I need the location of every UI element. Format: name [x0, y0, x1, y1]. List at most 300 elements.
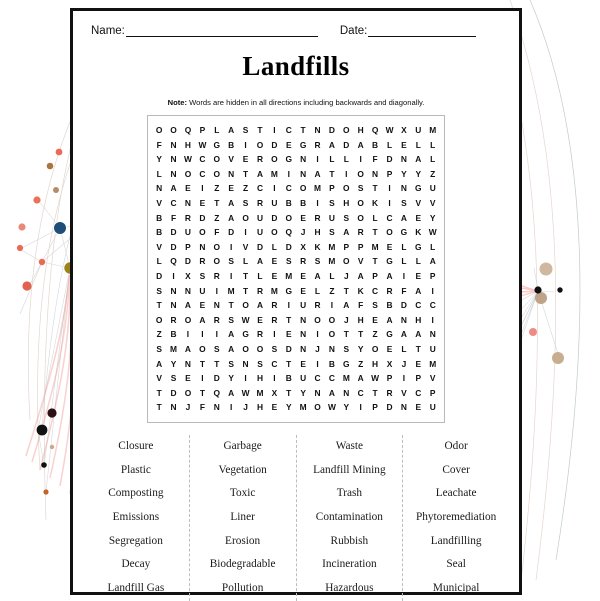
- grid-cell[interactable]: T: [199, 387, 205, 398]
- grid-cell[interactable]: R: [256, 154, 264, 165]
- grid-cell[interactable]: W: [385, 125, 394, 135]
- grid-cell[interactable]: C: [170, 197, 177, 208]
- grid-cell[interactable]: O: [256, 139, 264, 150]
- grid-cell[interactable]: I: [388, 197, 391, 208]
- grid-cell[interactable]: L: [372, 212, 378, 223]
- grid-cell[interactable]: S: [228, 256, 234, 267]
- grid-cell[interactable]: T: [358, 329, 364, 340]
- grid-cell[interactable]: J: [343, 314, 349, 325]
- grid-cell[interactable]: R: [314, 139, 321, 150]
- word-list-item[interactable]: Closure: [118, 439, 154, 452]
- grid-cell[interactable]: C: [429, 300, 436, 311]
- grid-cell[interactable]: E: [185, 373, 191, 384]
- grid-cell[interactable]: Z: [358, 358, 364, 369]
- grid-cell[interactable]: A: [256, 300, 264, 311]
- grid-cell[interactable]: I: [229, 241, 233, 252]
- grid-cell[interactable]: L: [343, 154, 349, 165]
- grid-cell[interactable]: S: [329, 227, 335, 238]
- grid-cell[interactable]: K: [415, 227, 422, 238]
- grid-cell[interactable]: S: [401, 197, 407, 208]
- grid-cell[interactable]: O: [199, 227, 206, 238]
- grid-cell[interactable]: I: [359, 154, 362, 165]
- grid-cell[interactable]: J: [243, 402, 248, 413]
- grid-cell[interactable]: Y: [343, 402, 350, 413]
- grid-cell[interactable]: Y: [228, 373, 234, 384]
- grid-cell[interactable]: S: [271, 343, 278, 354]
- grid-cell[interactable]: I: [273, 329, 276, 340]
- grid-cell[interactable]: Y: [285, 402, 292, 413]
- grid-cell[interactable]: F: [156, 139, 162, 150]
- grid-cell[interactable]: V: [156, 373, 162, 384]
- grid-cell[interactable]: I: [316, 329, 319, 340]
- grid-cell[interactable]: D: [213, 373, 220, 384]
- grid-cell[interactable]: C: [199, 154, 206, 165]
- grid-cell[interactable]: U: [199, 285, 206, 296]
- grid-cell[interactable]: T: [156, 402, 162, 413]
- grid-cell[interactable]: H: [184, 139, 191, 150]
- grid-cell[interactable]: L: [430, 154, 436, 165]
- grid-cell[interactable]: C: [372, 285, 379, 296]
- grid-cell[interactable]: E: [271, 402, 278, 413]
- grid-cell[interactable]: I: [287, 168, 290, 179]
- grid-cell[interactable]: Z: [156, 329, 162, 340]
- grid-cell[interactable]: P: [415, 373, 422, 384]
- grid-cell[interactable]: S: [314, 256, 321, 267]
- grid-cell[interactable]: T: [372, 227, 378, 238]
- grid-cell[interactable]: Z: [430, 168, 436, 179]
- grid-cell[interactable]: L: [257, 270, 263, 281]
- grid-cell[interactable]: T: [243, 270, 249, 281]
- grid-cell[interactable]: A: [256, 256, 264, 267]
- grid-cell[interactable]: G: [299, 139, 307, 150]
- grid-cell[interactable]: N: [400, 154, 407, 165]
- grid-cell[interactable]: C: [415, 300, 422, 311]
- grid-cell[interactable]: T: [214, 197, 220, 208]
- grid-cell[interactable]: E: [300, 285, 306, 296]
- grid-cell[interactable]: A: [184, 343, 191, 354]
- grid-cell[interactable]: X: [300, 241, 306, 252]
- grid-cell[interactable]: S: [214, 343, 220, 354]
- grid-cell[interactable]: Q: [170, 256, 177, 267]
- grid-cell[interactable]: N: [429, 329, 436, 340]
- word-list-item[interactable]: Composting: [108, 487, 164, 500]
- grid-cell[interactable]: D: [170, 227, 177, 238]
- grid-cell[interactable]: H: [256, 373, 264, 384]
- grid-cell[interactable]: M: [429, 125, 437, 135]
- grid-cell[interactable]: I: [316, 197, 319, 208]
- date-input-line[interactable]: [368, 26, 476, 37]
- grid-cell[interactable]: P: [357, 241, 364, 252]
- grid-cell[interactable]: O: [386, 227, 393, 238]
- grid-cell[interactable]: O: [155, 314, 163, 325]
- grid-cell[interactable]: B: [156, 227, 163, 238]
- grid-cell[interactable]: B: [386, 300, 393, 311]
- grid-cell[interactable]: E: [242, 154, 249, 165]
- grid-cell[interactable]: F: [214, 227, 220, 238]
- grid-cell[interactable]: E: [185, 183, 191, 194]
- grid-cell[interactable]: R: [314, 300, 321, 311]
- grid-cell[interactable]: V: [156, 241, 162, 252]
- grid-cell[interactable]: M: [313, 183, 321, 194]
- grid-cell[interactable]: T: [329, 168, 335, 179]
- grid-cell[interactable]: I: [172, 270, 175, 281]
- grid-cell[interactable]: D: [271, 139, 278, 150]
- grid-cell[interactable]: S: [343, 212, 350, 223]
- grid-cell[interactable]: N: [300, 314, 307, 325]
- grid-cell[interactable]: P: [343, 241, 350, 252]
- grid-cell[interactable]: N: [228, 168, 235, 179]
- grid-cell[interactable]: Q: [213, 387, 221, 398]
- grid-cell[interactable]: F: [401, 285, 407, 296]
- grid-cell[interactable]: O: [184, 168, 192, 179]
- grid-cell[interactable]: D: [386, 402, 393, 413]
- grid-cell[interactable]: A: [429, 256, 436, 267]
- grid-cell[interactable]: O: [343, 183, 350, 194]
- grid-cell[interactable]: L: [329, 154, 335, 165]
- grid-cell[interactable]: O: [170, 125, 177, 135]
- grid-cell[interactable]: D: [170, 387, 177, 398]
- grid-cell[interactable]: F: [199, 402, 205, 413]
- grid-cell[interactable]: N: [184, 285, 191, 296]
- grid-cell[interactable]: W: [183, 154, 192, 165]
- grid-cell[interactable]: A: [228, 387, 235, 398]
- grid-cell[interactable]: O: [184, 314, 192, 325]
- grid-cell[interactable]: C: [314, 373, 321, 384]
- grid-cell[interactable]: A: [170, 183, 177, 194]
- grid-cell[interactable]: S: [329, 197, 335, 208]
- grid-cell[interactable]: A: [228, 329, 235, 340]
- word-list-item[interactable]: Pollution: [221, 582, 264, 595]
- grid-cell[interactable]: H: [256, 402, 264, 413]
- grid-cell[interactable]: W: [241, 314, 250, 325]
- grid-cell[interactable]: L: [314, 285, 321, 296]
- grid-cell[interactable]: A: [314, 168, 321, 179]
- grid-cell[interactable]: P: [429, 387, 436, 398]
- grid-cell[interactable]: T: [243, 285, 249, 296]
- grid-cell[interactable]: I: [316, 154, 319, 165]
- grid-cell[interactable]: I: [229, 402, 233, 413]
- grid-cell[interactable]: E: [300, 212, 306, 223]
- grid-cell[interactable]: N: [400, 183, 407, 194]
- grid-cell[interactable]: A: [156, 358, 163, 369]
- grid-cell[interactable]: L: [271, 241, 277, 252]
- grid-cell[interactable]: A: [415, 154, 422, 165]
- grid-cell[interactable]: P: [185, 241, 191, 252]
- grid-cell[interactable]: O: [357, 168, 364, 179]
- grid-cell[interactable]: B: [328, 358, 335, 369]
- grid-cell[interactable]: G: [285, 154, 292, 165]
- word-list-item[interactable]: Landfill Gas: [107, 582, 165, 595]
- grid-cell[interactable]: A: [228, 125, 235, 135]
- grid-cell[interactable]: G: [213, 139, 221, 150]
- grid-cell[interactable]: M: [227, 285, 235, 296]
- grid-cell[interactable]: M: [342, 373, 350, 384]
- grid-cell[interactable]: R: [213, 270, 220, 281]
- grid-cell[interactable]: P: [429, 270, 436, 281]
- grid-cell[interactable]: T: [415, 343, 421, 354]
- grid-cell[interactable]: C: [271, 358, 278, 369]
- grid-cell[interactable]: V: [228, 154, 234, 165]
- grid-cell[interactable]: O: [271, 227, 278, 238]
- grid-cell[interactable]: C: [285, 125, 292, 135]
- grid-cell[interactable]: O: [242, 343, 249, 354]
- grid-cell[interactable]: L: [415, 256, 421, 267]
- grid-cell[interactable]: S: [285, 256, 292, 267]
- grid-cell[interactable]: S: [372, 300, 378, 311]
- grid-cell[interactable]: R: [300, 256, 307, 267]
- grid-cell[interactable]: S: [156, 285, 162, 296]
- grid-cell[interactable]: I: [388, 183, 391, 194]
- grid-cell[interactable]: B: [170, 329, 177, 340]
- grid-cell[interactable]: R: [271, 300, 278, 311]
- grid-cell[interactable]: I: [201, 183, 204, 194]
- grid-cell[interactable]: O: [371, 343, 379, 354]
- grid-cell[interactable]: Q: [285, 227, 292, 238]
- grid-cell[interactable]: K: [314, 241, 321, 252]
- grid-cell[interactable]: I: [273, 373, 276, 384]
- grid-cell[interactable]: I: [244, 227, 247, 238]
- grid-cell[interactable]: L: [386, 139, 393, 150]
- grid-cell[interactable]: A: [400, 212, 407, 223]
- grid-cell[interactable]: A: [228, 212, 235, 223]
- grid-cell[interactable]: N: [242, 358, 249, 369]
- grid-cell[interactable]: U: [429, 402, 436, 413]
- grid-cell[interactable]: D: [343, 139, 350, 150]
- grid-cell[interactable]: O: [299, 183, 307, 194]
- grid-cell[interactable]: Y: [156, 154, 162, 165]
- grid-cell[interactable]: O: [328, 329, 336, 340]
- grid-cell[interactable]: I: [229, 270, 233, 281]
- grid-cell[interactable]: G: [242, 329, 249, 340]
- grid-cell[interactable]: V: [242, 241, 249, 252]
- grid-cell[interactable]: W: [371, 373, 380, 384]
- grid-cell[interactable]: U: [300, 300, 307, 311]
- grid-cell[interactable]: G: [400, 227, 408, 238]
- grid-cell[interactable]: O: [343, 256, 350, 267]
- grid-cell[interactable]: I: [273, 125, 276, 135]
- grid-cell[interactable]: V: [156, 197, 162, 208]
- grid-cell[interactable]: G: [386, 256, 393, 267]
- word-search-grid[interactable]: [152, 123, 440, 415]
- grid-cell[interactable]: M: [371, 241, 379, 252]
- grid-cell[interactable]: D: [228, 227, 235, 238]
- grid-cell[interactable]: N: [170, 154, 177, 165]
- grid-cell[interactable]: V: [429, 197, 436, 208]
- grid-cell[interactable]: O: [199, 343, 206, 354]
- grid-cell[interactable]: A: [328, 139, 335, 150]
- grid-cell[interactable]: B: [285, 373, 292, 384]
- grid-cell[interactable]: O: [213, 154, 221, 165]
- grid-cell[interactable]: E: [228, 183, 234, 194]
- grid-cell[interactable]: O: [357, 212, 364, 223]
- grid-cell[interactable]: A: [357, 270, 364, 281]
- grid-cell[interactable]: L: [430, 241, 436, 252]
- grid-cell[interactable]: H: [415, 314, 422, 325]
- word-list-item[interactable]: Landfilling: [430, 534, 482, 547]
- grid-cell[interactable]: X: [185, 270, 191, 281]
- grid-cell[interactable]: I: [359, 402, 362, 413]
- grid-cell[interactable]: U: [256, 212, 264, 223]
- grid-cell[interactable]: C: [415, 387, 422, 398]
- grid-cell[interactable]: T: [214, 358, 220, 369]
- grid-cell[interactable]: H: [343, 197, 350, 208]
- grid-cell[interactable]: F: [372, 154, 378, 165]
- grid-cell[interactable]: N: [170, 168, 177, 179]
- grid-cell[interactable]: S: [242, 125, 249, 135]
- word-list-item[interactable]: Emissions: [112, 510, 160, 523]
- grid-cell[interactable]: M: [429, 358, 437, 369]
- grid-cell[interactable]: C: [357, 387, 364, 398]
- word-list-item[interactable]: Segregation: [108, 534, 163, 547]
- word-list-item[interactable]: Toxic: [229, 487, 256, 500]
- grid-cell[interactable]: Q: [184, 125, 192, 135]
- word-list-item[interactable]: Rubbish: [330, 534, 369, 547]
- grid-cell[interactable]: E: [415, 270, 422, 281]
- grid-cell[interactable]: D: [328, 125, 335, 135]
- grid-cell[interactable]: U: [256, 227, 264, 238]
- grid-cell[interactable]: E: [285, 139, 292, 150]
- grid-cell[interactable]: H: [314, 227, 321, 238]
- grid-cell[interactable]: D: [170, 241, 177, 252]
- grid-cell[interactable]: J: [185, 402, 191, 413]
- grid-cell[interactable]: O: [343, 125, 350, 135]
- grid-cell[interactable]: R: [386, 387, 393, 398]
- grid-cell[interactable]: N: [300, 154, 307, 165]
- grid-cell[interactable]: E: [372, 314, 378, 325]
- grid-cell[interactable]: I: [345, 168, 348, 179]
- grid-cell[interactable]: I: [402, 270, 406, 281]
- grid-cell[interactable]: N: [400, 314, 407, 325]
- word-list-item[interactable]: Contamination: [315, 510, 383, 523]
- grid-cell[interactable]: I: [215, 329, 218, 340]
- grid-cell[interactable]: E: [415, 212, 422, 223]
- grid-cell[interactable]: G: [285, 285, 292, 296]
- grid-cell[interactable]: I: [402, 373, 406, 384]
- word-list-item[interactable]: Hazardous: [325, 582, 374, 595]
- grid-cell[interactable]: A: [343, 227, 350, 238]
- grid-cell[interactable]: A: [415, 329, 422, 340]
- grid-cell[interactable]: T: [372, 387, 378, 398]
- grid-cell[interactable]: N: [170, 402, 177, 413]
- grid-cell[interactable]: N: [156, 183, 163, 194]
- grid-cell[interactable]: B: [228, 139, 235, 150]
- grid-cell[interactable]: E: [386, 241, 393, 252]
- grid-cell[interactable]: A: [199, 314, 206, 325]
- grid-cell[interactable]: D: [256, 241, 264, 252]
- grid-cell[interactable]: W: [241, 387, 250, 398]
- grid-cell[interactable]: O: [314, 402, 321, 413]
- grid-cell[interactable]: H: [357, 314, 364, 325]
- grid-cell[interactable]: D: [285, 343, 292, 354]
- grid-cell[interactable]: I: [244, 373, 247, 384]
- grid-cell[interactable]: Y: [401, 168, 407, 179]
- grid-cell[interactable]: T: [372, 256, 378, 267]
- grid-cell[interactable]: N: [184, 358, 191, 369]
- grid-cell[interactable]: T: [286, 358, 292, 369]
- grid-cell[interactable]: A: [328, 387, 335, 398]
- word-list-item[interactable]: Garbage: [223, 439, 262, 452]
- grid-cell[interactable]: F: [170, 212, 177, 223]
- grid-cell[interactable]: I: [431, 314, 434, 325]
- grid-cell[interactable]: L: [430, 139, 436, 150]
- grid-cell[interactable]: P: [386, 373, 393, 384]
- grid-cell[interactable]: K: [372, 197, 379, 208]
- grid-cell[interactable]: A: [400, 329, 407, 340]
- grid-cell[interactable]: J: [315, 343, 320, 354]
- grid-cell[interactable]: R: [213, 314, 220, 325]
- grid-cell[interactable]: V: [429, 373, 436, 384]
- grid-cell[interactable]: N: [328, 343, 335, 354]
- grid-cell[interactable]: V: [401, 387, 407, 398]
- grid-cell[interactable]: O: [213, 241, 221, 252]
- grid-cell[interactable]: C: [256, 183, 264, 194]
- grid-cell[interactable]: L: [415, 139, 421, 150]
- grid-cell[interactable]: S: [242, 197, 249, 208]
- grid-cell[interactable]: N: [170, 139, 177, 150]
- grid-cell[interactable]: K: [357, 285, 364, 296]
- grid-cell[interactable]: M: [170, 343, 178, 354]
- grid-cell[interactable]: N: [314, 387, 321, 398]
- grid-cell[interactable]: X: [386, 358, 393, 369]
- grid-cell[interactable]: U: [300, 373, 307, 384]
- word-list-item[interactable]: Plastic: [120, 463, 151, 476]
- grid-cell[interactable]: Y: [357, 343, 364, 354]
- grid-cell[interactable]: T: [228, 300, 234, 311]
- grid-cell[interactable]: L: [329, 270, 335, 281]
- grid-cell[interactable]: E: [257, 314, 263, 325]
- grid-cell[interactable]: R: [184, 212, 191, 223]
- grid-cell[interactable]: E: [271, 256, 278, 267]
- name-input-line[interactable]: [126, 26, 318, 37]
- grid-cell[interactable]: S: [343, 343, 350, 354]
- word-list-item[interactable]: Incineration: [322, 558, 377, 571]
- grid-cell[interactable]: E: [199, 197, 206, 208]
- grid-cell[interactable]: Y: [300, 387, 306, 398]
- grid-cell[interactable]: T: [286, 314, 292, 325]
- grid-cell[interactable]: O: [271, 154, 278, 165]
- grid-cell[interactable]: T: [286, 387, 292, 398]
- grid-cell[interactable]: B: [285, 197, 292, 208]
- grid-cell[interactable]: J: [343, 270, 349, 281]
- grid-cell[interactable]: T: [243, 168, 249, 179]
- grid-cell[interactable]: A: [314, 270, 321, 281]
- grid-cell[interactable]: W: [327, 402, 336, 413]
- grid-cell[interactable]: J: [401, 358, 407, 369]
- grid-cell[interactable]: N: [199, 241, 206, 252]
- grid-cell[interactable]: N: [300, 329, 307, 340]
- grid-cell[interactable]: Z: [214, 183, 220, 194]
- grid-cell[interactable]: X: [271, 387, 278, 398]
- grid-cell[interactable]: I: [330, 300, 334, 311]
- grid-cell[interactable]: Z: [329, 285, 335, 296]
- word-list-item[interactable]: Phytoremediation: [415, 510, 497, 523]
- grid-cell[interactable]: Y: [429, 212, 436, 223]
- word-list-item[interactable]: Trash: [336, 487, 363, 500]
- grid-cell[interactable]: E: [285, 329, 292, 340]
- grid-cell[interactable]: X: [401, 125, 407, 135]
- grid-cell[interactable]: T: [372, 183, 378, 194]
- grid-cell[interactable]: M: [328, 256, 336, 267]
- grid-cell[interactable]: S: [170, 373, 177, 384]
- grid-cell[interactable]: J: [300, 227, 306, 238]
- grid-cell[interactable]: E: [415, 358, 422, 369]
- grid-cell[interactable]: C: [199, 168, 206, 179]
- grid-cell[interactable]: D: [400, 300, 407, 311]
- grid-cell[interactable]: Z: [372, 329, 378, 340]
- grid-cell[interactable]: G: [415, 183, 422, 194]
- grid-cell[interactable]: S: [199, 270, 206, 281]
- grid-cell[interactable]: N: [170, 285, 177, 296]
